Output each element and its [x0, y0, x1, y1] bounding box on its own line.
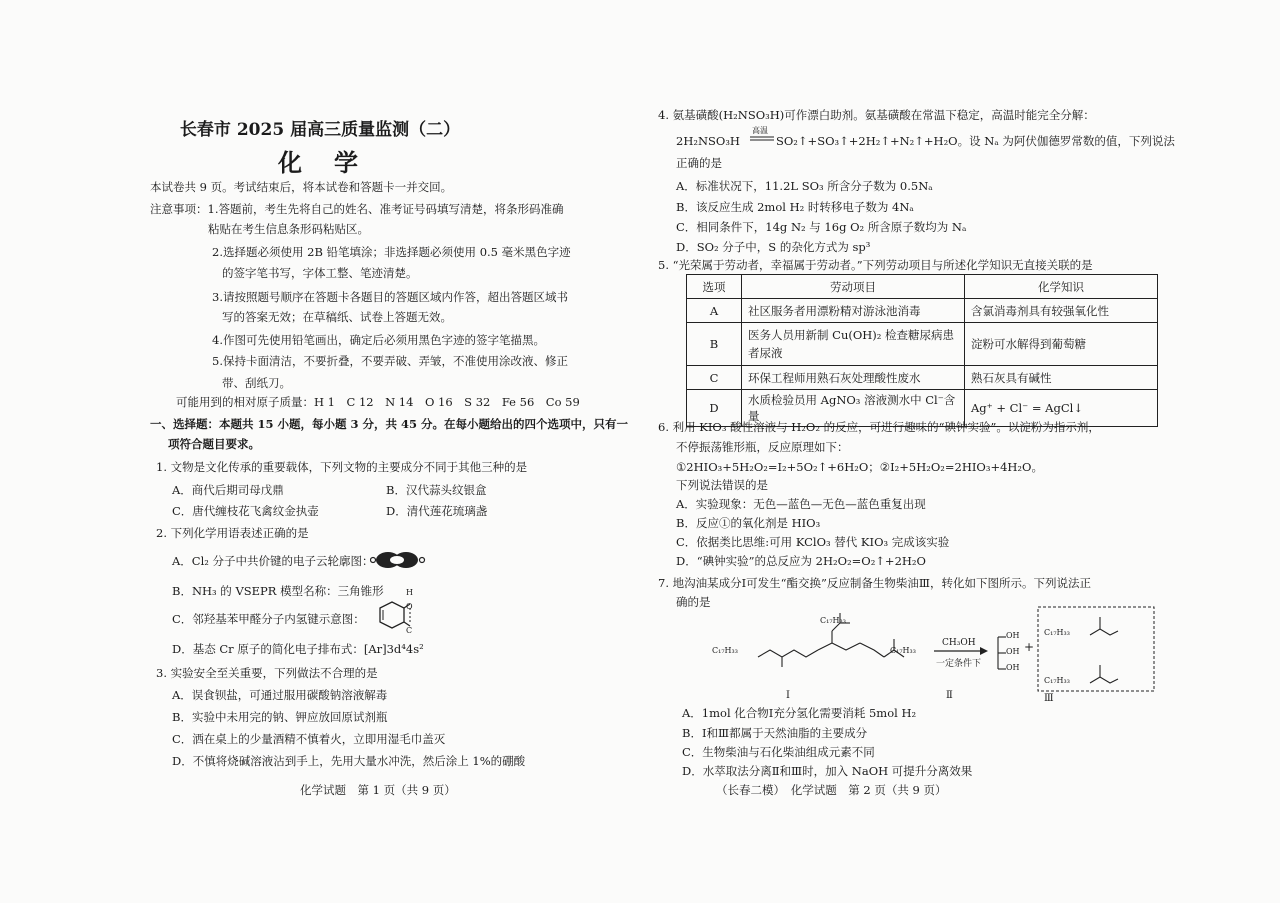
- q1-option-c: C．唐代缠枝花飞禽纹金执壶: [172, 504, 319, 518]
- q7-option-b: B．I和Ⅲ都属于天然油脂的主要成分: [682, 726, 868, 740]
- subject-title: 化 学: [278, 148, 362, 177]
- q6-equations: ①2HIO₃+5H₂O₂=I₂+5O₂↑+6H₂O；②I₂+5H₂O₂=2HIO₃+4H₂O。: [676, 460, 1043, 474]
- q6-option-d: D．“碘钟实验”的总反应为 2H₂O₂=O₂↑+2H₂O: [676, 554, 926, 568]
- q4-option-c: C．相同条件下，14g N₂ 与 16g O₂ 所含原子数均为 Nₐ: [676, 220, 967, 234]
- question-7: 7. 地沟油某成分I可发生“酯交换”反应制备生物柴油Ⅲ，转化如下图所示。下列说法正: [658, 576, 1092, 590]
- question-3: 3. 实验安全至关重要，下列做法不合理的是: [156, 666, 378, 680]
- q4-stem-end: 正确的是: [676, 156, 722, 170]
- oh-label: OH: [1006, 631, 1020, 640]
- q4-option-d: D．SO₂ 分子中，S 的杂化方式为 sp³: [676, 240, 871, 254]
- table-cell: B: [687, 323, 742, 366]
- q7-stem-2: 确的是: [676, 595, 711, 609]
- section-one-heading-2: 项符合题目要求。: [168, 437, 260, 451]
- q7-option-a: A．1mol 化合物I充分氢化需要消耗 5mol H₂: [682, 706, 917, 720]
- q4-equation-right: SO₂↑+SO₃↑+2H₂↑+N₂↑+H₂O。设 Nₐ 为阿伏伽德罗常数的值，下列说法: [776, 134, 1175, 148]
- plus-sign: +: [1024, 640, 1035, 654]
- compound-label-1: I: [786, 690, 790, 701]
- q1-option-b: B．汉代蒜头纹银盒: [386, 483, 487, 497]
- question-1: 1. 文物是文化传承的重要载体，下列文物的主要成分不同于其他三种的是: [156, 460, 528, 474]
- table-cell: 含氯消毒剂具有较强氧化性: [965, 299, 1158, 323]
- section-one-heading: 一、选择题：本题共 15 小题，每小题 3 分，共 45 分。在每小题给出的四个选项中，只有一: [150, 417, 629, 431]
- q7-option-c: C．生物柴油与石化柴油组成元素不同: [682, 745, 875, 759]
- struct-h-label: H: [406, 588, 413, 597]
- r-group-label: C₁₇H₃₃: [1044, 676, 1070, 685]
- struct-o-label: O: [406, 602, 413, 611]
- notice-line-1b: 粘贴在考生信息条形码粘贴区。: [208, 222, 369, 236]
- q6-option-c: C．依据类比思维:可用 KClO₃ 替代 KIO₃ 完成该实验: [676, 535, 950, 549]
- compound-label-3: Ⅲ: [1044, 693, 1054, 704]
- q2-option-a: A．Cl₂ 分子中共价键的电子云轮廓图：: [172, 554, 374, 568]
- r-group-label: C₁₇H₃₃: [820, 616, 846, 625]
- r-group-label: C₁₇H₃₃: [1044, 628, 1070, 637]
- atomic-mass-line: 可能用到的相对原子质量：H 1 C 12 N 14 O 16 S 32 Fe 56 Co 59: [176, 395, 580, 409]
- notice-line-5a: 5.保持卡面清洁，不要折叠，不要弄破、弄皱，不准使用涂改液、修正: [212, 354, 568, 368]
- table-cell: Ag⁺ + Cl⁻ = AgCl↓: [965, 390, 1158, 427]
- table-row: [687, 366, 1158, 390]
- q3-option-c: C．洒在桌上的少量酒精不慎着火，立即用湿毛巾盖灭: [172, 732, 446, 746]
- notice-line-4: 4.作图可先使用铅笔画出，确定后必须用黑色字迹的签字笔描黑。: [212, 333, 545, 347]
- table-cell: 熟石灰具有碱性: [965, 366, 1158, 390]
- notice-line-5b: 带、刮纸刀。: [222, 376, 291, 390]
- q1-option-d: D．清代莲花琉璃盏: [386, 504, 488, 518]
- question-5: 5. “光荣属于劳动者，幸福属于劳动者。”下列劳动项目与所述化学知识无直接关联的是: [658, 258, 1093, 272]
- q4-option-b: B．该反应生成 2mol H₂ 时转移电子数为 4Nₐ: [676, 200, 914, 214]
- q3-option-b: B．实验中未用完的钠、钾应放回原试剂瓶: [172, 710, 388, 724]
- table-header-cell: 劳动项目: [742, 275, 965, 299]
- q2-option-c: C．邻羟基苯甲醛分子内氢键示意图：: [172, 612, 365, 626]
- q6-stem-2: 不停振荡锥形瓶，反应原理如下：: [676, 440, 849, 454]
- question-4: 4. 氨基磺酸(H₂NSO₃H)可作漂白助剂。氨基磺酸在常温下稳定，高温时能完全分解：: [658, 108, 1095, 122]
- q2-option-b: B．NH₃ 的 VSEPR 模型名称：三角锥形: [172, 584, 384, 598]
- r-group-label: C₁₇H₃₃: [890, 646, 916, 655]
- table-cell: 淀粉可水解得到葡萄糖: [965, 323, 1158, 366]
- table-cell: 医务人员用新制 Cu(OH)₂ 检查糖尿病患者尿液: [742, 323, 965, 366]
- notice-line-2b: 的签字笔书写，字体工整、笔迹清楚。: [222, 266, 418, 280]
- q5-table: [686, 274, 1158, 427]
- q4-condition: 高温: [752, 126, 768, 135]
- table-cell: 环保工程师用熟石灰处理酸性废水: [742, 366, 965, 390]
- exam-page-2: [640, 0, 1280, 903]
- q3-option-d: D．不慎将烧碱溶液沾到手上，先用大量水冲洗，然后涂上 1%的硼酸: [172, 754, 526, 768]
- notice-line-2a: 2.选择题必须使用 2B 铅笔填涂；非选择题必须使用 0.5 毫米黑色字迹: [212, 245, 571, 259]
- transesterification-diagram: [698, 605, 1168, 705]
- q6-option-a: A．实验现象：无色—蓝色—无色—蓝色重复出现: [676, 497, 926, 511]
- question-2: 2. 下列化学用语表述正确的是: [156, 526, 309, 540]
- question-6: 6. 利用 KIO₃ 酸性溶液与 H₂O₂ 的反应，可进行趣味的“碘钟实验”。以淀粉为指示剂，: [658, 420, 1100, 434]
- table-row: [687, 299, 1158, 323]
- oh-label: OH: [1006, 663, 1020, 672]
- q2-option-d: D．基态 Cr 原子的简化电子排布式：[Ar]3d⁴4s²: [172, 642, 424, 656]
- q3-option-a: A．误食钡盐，可通过服用碳酸钠溶液解毒: [172, 688, 388, 702]
- reagent-label: CH₃OH: [942, 638, 976, 648]
- table-cell: D: [687, 390, 742, 427]
- exam-title: 长春市 2025 届高三质量监测（二）: [179, 120, 461, 140]
- electron-cloud-icon: [370, 549, 426, 571]
- q6-option-b: B．反应①的氧化剂是 HIO₃: [676, 516, 821, 530]
- table-header-cell: 选项: [687, 275, 742, 299]
- q4-equation-left: 2H₂NSO₃H: [676, 134, 740, 148]
- r-group-label: C₁₇H₃₃: [712, 646, 738, 655]
- compound-label-2: Ⅱ: [946, 690, 953, 701]
- q6-stem-3: 下列说法错误的是: [676, 478, 768, 492]
- q1-option-a: A．商代后期司母戊鼎: [172, 483, 284, 497]
- table-header-row: [687, 275, 1158, 299]
- oh-label: OH: [1006, 647, 1020, 656]
- page-2-footer: （长春二模） 化学试题 第 2 页（共 9 页）: [716, 783, 947, 797]
- condition-label: 一定条件下: [936, 659, 982, 669]
- notice-line-1: 注意事项：1.答题前，考生先将自己的姓名、准考证号码填写清楚，将条形码准确: [150, 202, 564, 216]
- page-1-footer: 化学试题 第 1 页（共 9 页）: [300, 783, 456, 797]
- table-cell: A: [687, 299, 742, 323]
- struct-c-label: C: [406, 626, 413, 635]
- q7-option-d: D．水萃取法分离Ⅱ和Ⅲ时，加入 NaOH 可提升分离效果: [682, 764, 973, 778]
- exam-intro: 本试卷共 9 页。考试结束后，将本试卷和答题卡一并交回。: [150, 180, 453, 194]
- equals-sign-icon: [749, 136, 775, 142]
- notice-line-3a: 3.请按照题号顺序在答题卡各题目的答题区域内作答，超出答题区域书: [212, 290, 568, 304]
- table-cell: C: [687, 366, 742, 390]
- table-cell: 社区服务者用漂粉精对游泳池消毒: [742, 299, 965, 323]
- q4-option-a: A．标准状况下，11.2L SO₃ 所含分子数为 0.5Nₐ: [676, 179, 933, 193]
- notice-line-3b: 写的答案无效；在草稿纸、试卷上答题无效。: [222, 310, 452, 324]
- table-row: [687, 323, 1158, 366]
- table-header-cell: 化学知识: [965, 275, 1158, 299]
- table-cell: 水质检验员用 AgNO₃ 溶液测水中 Cl⁻含量: [742, 390, 965, 427]
